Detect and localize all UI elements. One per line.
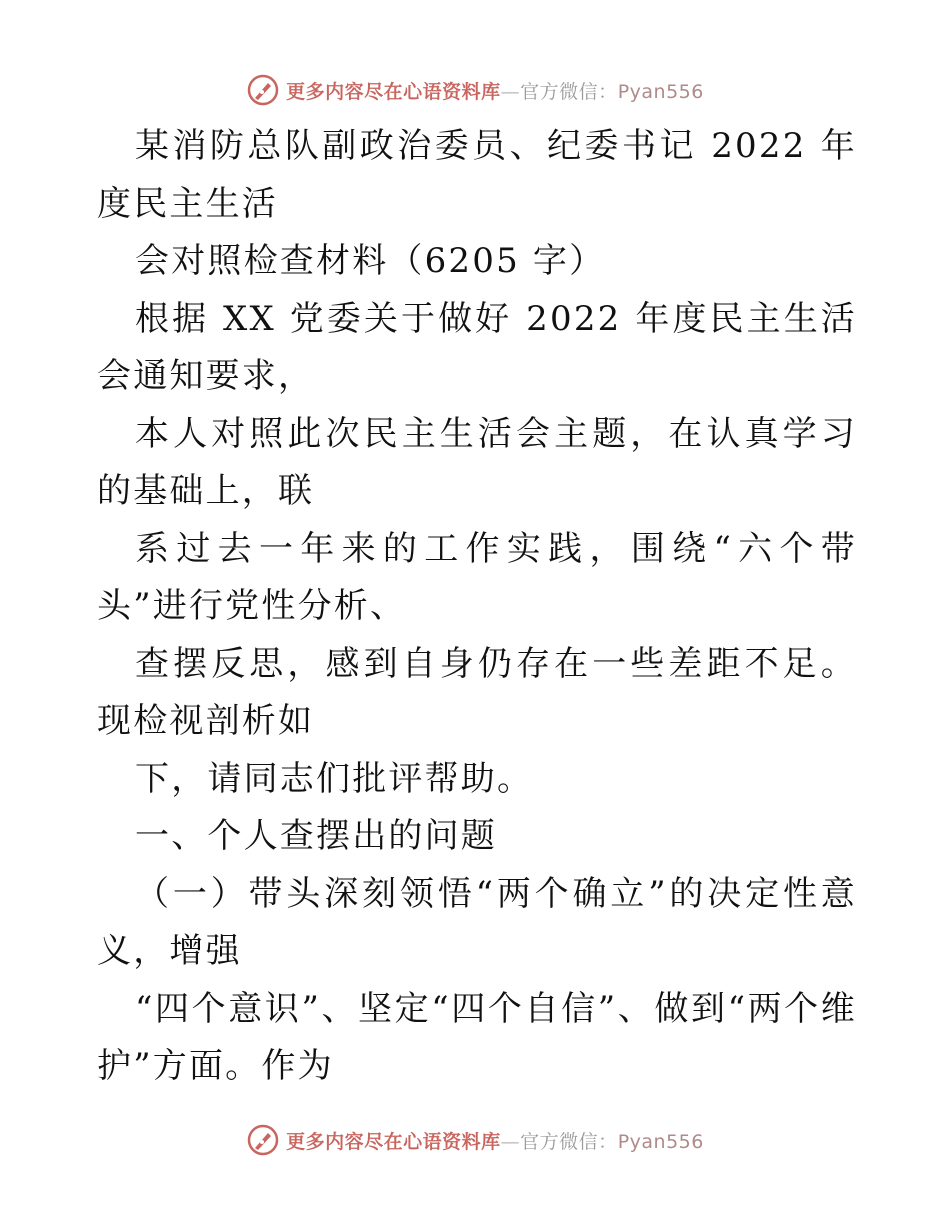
- watermark-text: [286, 1127, 704, 1154]
- watermark-main: 更多内容尽在心语资料库: [286, 1130, 501, 1153]
- watermark-wechat-id: Pyan556: [617, 1130, 704, 1153]
- header-watermark: [0, 70, 950, 110]
- watermark-separator: —: [500, 1130, 521, 1153]
- watermark-wechat-id: Pyan556: [617, 80, 704, 103]
- watermark-main: 更多内容尽在心语资料库: [286, 80, 501, 103]
- document-title-line: 某消防总队副政治委员、纪委书记 2022 年度民主生活: [97, 126, 857, 224]
- paragraph: 查摆反思，感到自身仍存在一些差距不足。现检视剖析如: [97, 643, 857, 741]
- subsection-heading: （一）带头深刻领悟“两个确立”的决定性意义，增强: [97, 873, 857, 971]
- paragraph: “四个意识”、坚定“四个自信”、做到“两个维护”方面。作为: [97, 988, 857, 1086]
- paragraph: 根据 XX 党委关于做好 2022 年度民主生活会通知要求，: [97, 298, 857, 396]
- paragraph: 下，请同志们批评帮助。: [135, 758, 534, 799]
- watermark-wechat-label: 官方微信：: [520, 80, 618, 103]
- pen-nib-logo-icon: [246, 73, 280, 107]
- document-body: [97, 118, 857, 1096]
- pen-nib-logo-icon: [246, 1123, 280, 1157]
- paragraph: 本人对照此次民主生活会主题，在认真学习的基础上，联: [97, 413, 857, 511]
- paragraph: 系过去一年来的工作实践，围绕“六个带头”进行党性分析、: [97, 528, 857, 626]
- watermark-text: [286, 77, 704, 104]
- section-heading: 一、个人查摆出的问题: [135, 816, 497, 856]
- watermark-wechat-label: 官方微信：: [520, 1130, 618, 1153]
- footer-watermark: [0, 1120, 950, 1160]
- watermark-separator: —: [500, 80, 521, 103]
- document-title-line-2: 会对照检查材料（6205 字）: [135, 241, 606, 281]
